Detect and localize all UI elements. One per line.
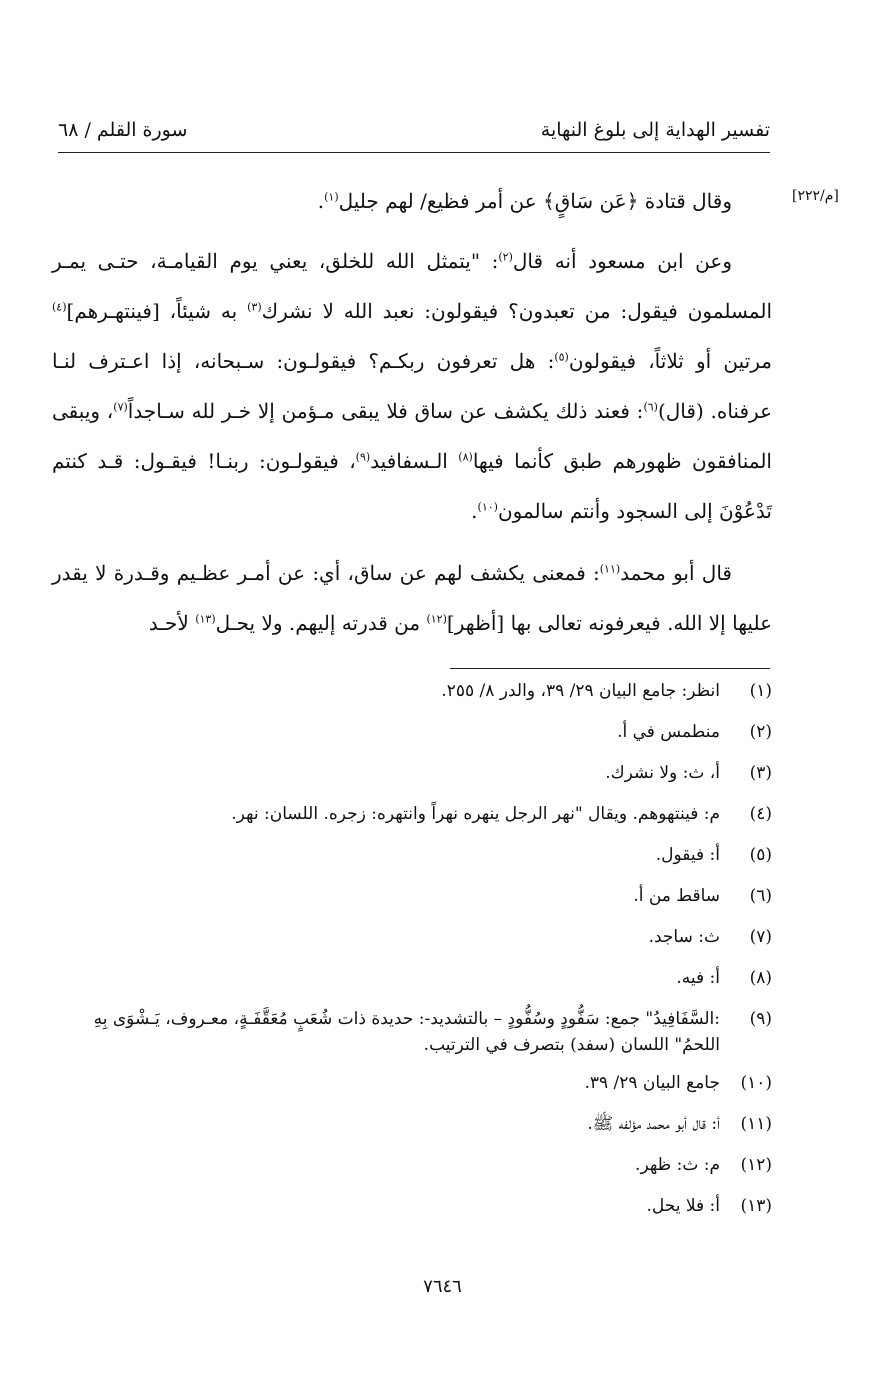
footnote-marker[interactable]: (٨) [458, 450, 473, 464]
text-run: ، ويبقى المنافقون ظهورهم طبق كأنما فيها [52, 399, 772, 473]
footnote [60, 1193, 772, 1219]
text-run: لأحـد [148, 611, 196, 635]
book-title: تفسير الهداية إلى بلوغ النهاية [540, 119, 770, 141]
text-run: ، فيقولـون: ربنـا! فيقـول: قـد كنتم تَدْعُوْنَ إلى السجود وأنتم سالمون [52, 449, 772, 523]
text-run: من قدرته إليهم. ولا يحـل [215, 611, 427, 635]
footnote-marker[interactable]: (١) [324, 190, 339, 204]
footnote-text: أ: فيقول. [655, 845, 720, 865]
footnote [60, 924, 772, 950]
footnote-text: أ: قال أبو محمد مؤلفه ﷺ. [587, 1114, 720, 1134]
footnote-text: جامع البيان ٢٩/ ٣٩. [584, 1073, 720, 1093]
text-run: . [317, 189, 325, 213]
footnote-marker[interactable]: (٥) [554, 350, 569, 364]
footnote-marker[interactable]: (١٣) [195, 612, 216, 626]
text-run: : "يتمثل الله للخلق، يعني يوم القيامـة، حتـى يمـر المسلمون فيقول: من تعبدون؟ فيقولون: نعبد الله لا نشرك [52, 249, 772, 323]
paragraph [52, 236, 772, 536]
text-run: : فمعنى يكشف لهم عن ساق، أي: عن أمـر عظـيم وقـدرة لا يقدر عليها إلا الله. فيعرفونه تعالى بها [أظهر] [52, 561, 772, 635]
footnote-text: م: فينتهوهم. ويقال "نهر الرجل ينهره نهراً وانتهره: زجره. اللسان: نهر. [231, 804, 720, 824]
footnote [60, 801, 772, 827]
footnotes-list [60, 678, 772, 1234]
footnote-text: م: ث: ظهر. [635, 1155, 720, 1175]
footnote-number: (٥) [749, 845, 772, 865]
footnote-number: (١٢) [740, 1155, 772, 1175]
footnote-number: (١١) [740, 1114, 772, 1134]
footnote-marker[interactable]: (٤) [52, 300, 67, 314]
footnote-number: (١٣) [740, 1196, 772, 1216]
footnote-number: (١) [749, 681, 772, 701]
footnote-text: انظر: جامع البيان ٢٩/ ٣٩، والدر ٨/ ٢٥٥. [441, 681, 720, 701]
footnote-number: (٧) [749, 927, 772, 947]
footnote-number: (٢) [749, 722, 772, 742]
footnote-text: أ، ث: ولا نشرك. [605, 763, 720, 783]
main-text [52, 176, 772, 660]
footnote-marker[interactable]: (١٢) [426, 612, 447, 626]
text-run: : هل تعرفون ربكـم؟ فيقولـون: سـبحانه، إذا اعـترف لنـا عرفناه. (قال) [52, 349, 772, 423]
footnote-text: أ: فلا يحل. [646, 1196, 720, 1216]
paragraph [52, 176, 772, 226]
footnote-text: أ: فيه. [676, 968, 720, 988]
footnote-number: (٦) [749, 886, 772, 906]
footnote [60, 842, 772, 868]
running-header [58, 112, 770, 148]
footnote-text: ث: ساجد. [648, 927, 720, 947]
footnote [60, 1152, 772, 1178]
manuscript-margin-ref: [م/٢٢٢] [792, 188, 839, 204]
paragraph [52, 548, 772, 648]
footnote-text: :السَّفَافِيدُ" جمع: سَفُّودٍ وسُفُّودٍ – بالتشديد-: حديدة ذات شُعَبٍ مُعَقَّفَـةٍ، معـروف، يَـشْوَى بِهِ اللحمُ" اللسان (سفد) بتصرف في الترتيب. [93, 1009, 720, 1055]
footnote-text: ساقط من أ. [633, 886, 720, 906]
footnote [60, 1111, 772, 1137]
footnote-marker[interactable]: (٦) [643, 400, 658, 414]
footnote-marker[interactable]: (٢) [498, 250, 513, 264]
footnote-number: (٤) [749, 804, 772, 824]
text-run: . [471, 499, 478, 523]
footnote-marker[interactable]: (١٠) [477, 500, 498, 514]
footnote-marker[interactable]: (١١) [599, 562, 621, 576]
footnote-marker[interactable]: (٩) [355, 450, 371, 464]
surah-reference: سورة القلم / ٦٨ [58, 119, 188, 141]
page-number: ٧٦٤٦ [423, 1276, 462, 1297]
footnote-number: (٣) [749, 763, 772, 783]
footnote-number: (٨) [749, 968, 772, 988]
text-run: به شيئاً، [فينتهـرهم] [66, 299, 248, 323]
text-run: الـسفافيد [370, 449, 459, 473]
text-run: مرتين أو ثلاثاً، فيقولون [568, 349, 773, 373]
text-run: قال أبو محمد [620, 561, 732, 585]
footnote-text: منطمس في أ. [617, 722, 720, 742]
footnote-marker[interactable]: (٣) [247, 300, 262, 314]
footnote [60, 883, 772, 909]
footnote [60, 678, 772, 704]
text-run: : فعند ذلك يكشف عن ساق فلا يبقى مـؤمن إلا خـر لله سـاجداً [127, 399, 644, 423]
footnote [60, 965, 772, 991]
footnote [60, 719, 772, 745]
text-run: وقال قتادة ﴿عَن سَاقٍ﴾ عن أمر فظيع/ لهم جليل [338, 189, 732, 213]
footnote-divider [450, 668, 770, 669]
header-divider [58, 152, 770, 153]
footnote-number: (١٠) [740, 1073, 772, 1093]
text-run: وعن ابن مسعود أنه قال [512, 249, 732, 273]
footnote [60, 1070, 772, 1096]
footnote [60, 1006, 772, 1058]
footnote [60, 760, 772, 786]
footnote-number: (٩) [749, 1009, 772, 1029]
footnote-marker[interactable]: (٧) [113, 400, 128, 414]
